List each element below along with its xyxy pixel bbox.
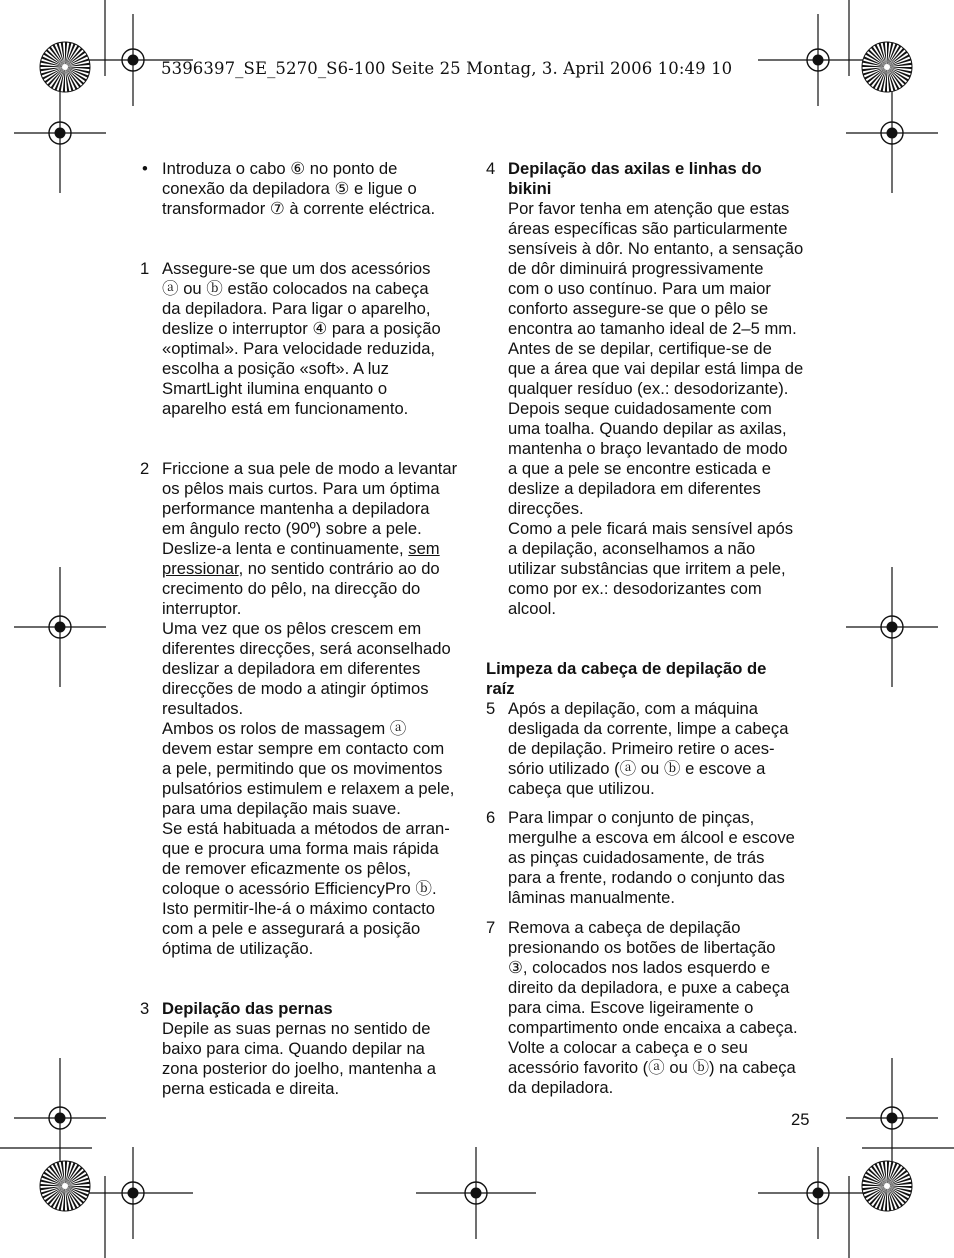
line: a que a pele se encontre esticada e	[508, 459, 771, 478]
line: deslize a depiladora em diferentes	[508, 479, 761, 498]
star-target-center	[884, 64, 890, 70]
line: mantenha o braço levantado de modo	[508, 439, 788, 458]
line: ③, colocados nos lados esquerdo e	[508, 958, 771, 977]
line: Depile as suas pernas no sentido de	[162, 1019, 431, 1038]
step-3	[140, 999, 470, 1099]
step-6	[486, 808, 818, 908]
step-4	[486, 159, 818, 619]
underlined-text: sem	[408, 539, 440, 558]
line: resultados.	[162, 699, 244, 718]
step-title: bikini	[508, 179, 552, 198]
line: utilizar substâncias que irritem a pele,	[508, 559, 786, 578]
step-number: 5	[486, 699, 496, 718]
registration-target-center	[813, 55, 824, 66]
print-header: 5396397_SE_5270_S6-100 Seite 25 Montag, 3. April 2006 10:49 10	[161, 59, 733, 78]
registration-target-center	[887, 128, 898, 139]
line: com a pele e assegurará a posição	[162, 919, 421, 938]
line: aparelho está em funcionamento.	[162, 399, 409, 418]
line: coloque o acessório EfficiencyPro ⓑ.	[162, 879, 437, 898]
line: a depilação, aconselhamos a não	[508, 539, 756, 558]
line: Antes de se depilar, certifique-se de	[508, 339, 772, 358]
line: Uma vez que os pêlos crescem em	[162, 619, 422, 638]
line: óptima de utilização.	[162, 939, 314, 958]
line: encontra ao tamanho ideal de 2–5 mm.	[508, 319, 797, 338]
line: alcool.	[508, 599, 556, 618]
line: sensíveis à dôr. No entanto, a sensação	[508, 239, 804, 258]
right-column	[486, 159, 818, 1098]
line: Para limpar o conjunto de pinças,	[508, 808, 755, 827]
registration-target-center	[55, 622, 66, 633]
line: Após a depilação, com a máquina	[508, 699, 758, 718]
line: perna esticada e direita.	[162, 1079, 340, 1098]
line: que a área que vai depilar está limpa de	[508, 359, 804, 378]
line: ⓐ ou ⓑ estão colocados na cabeça	[162, 279, 429, 298]
step-number: 4	[486, 159, 496, 178]
line: Depois seque cuidadosamente com	[508, 399, 772, 418]
line: uma toalha. Quando depilar as axilas,	[508, 419, 787, 438]
line: deslizar a depiladora em diferentes	[162, 659, 421, 678]
underlined-text: pressionar	[162, 559, 239, 578]
line: para a frente, rodando o conjunto das	[508, 868, 785, 887]
line: Por favor tenha em atenção que estas	[508, 199, 790, 218]
line: compartimento onde encaixa a cabeça.	[508, 1018, 798, 1037]
line: acessório favorito (ⓐ ou ⓑ) na cabeça	[508, 1058, 796, 1077]
line: mergulhe a escova em álcool e escove	[508, 828, 795, 847]
line: presionando os botões de libertação	[508, 938, 776, 957]
line: direito da depiladora, e puxe a cabeça	[508, 978, 790, 997]
line: a pele, permitindo que os movimentos	[162, 759, 443, 778]
star-target-center	[884, 1183, 890, 1189]
line: Volte a colocar a cabeça e o seu	[508, 1038, 748, 1057]
line: Remova a cabeça de depilação	[508, 918, 741, 937]
step-title: Depilação das axilas e linhas do	[508, 159, 762, 178]
text-run: Deslize-a lenta e continuamente,	[162, 539, 409, 558]
step-7	[486, 918, 818, 1098]
line: direcções.	[508, 499, 584, 518]
line: cabeça que utilizou.	[508, 779, 655, 798]
step-number: 2	[140, 459, 150, 478]
line: qualquer resíduo (ex.: desodorizante).	[508, 379, 789, 398]
line: desligada da corrente, limpe a cabeça	[508, 719, 789, 738]
line: escolha a posição «soft». A luz	[162, 359, 389, 378]
line: que e procura uma forma mais rápida	[162, 839, 439, 858]
text-run: , no sentido contrário ao do	[238, 559, 440, 578]
registration-target-center	[887, 1113, 898, 1124]
registration-target-center	[55, 1113, 66, 1124]
line: Introduza o cabo ⑥ no ponto de	[162, 159, 398, 178]
line: pulsatórios estimulem e relaxem a pele,	[162, 779, 455, 798]
line: lâminas manualmente.	[508, 888, 675, 907]
section-heading: raíz	[486, 679, 515, 698]
line: conexão da depiladora ⑤ e ligue o	[162, 179, 417, 198]
step-title: Depilação das pernas	[162, 999, 333, 1018]
registration-target-center	[887, 622, 898, 633]
cleaning-section-heading	[486, 659, 818, 699]
line: sório utilizado (ⓐ ou ⓑ e escove a	[508, 759, 766, 778]
step-number: 6	[486, 808, 496, 827]
line: Assegure-se que um dos acessórios	[162, 259, 431, 278]
line: da depiladora. Para ligar o aparelho,	[162, 299, 431, 318]
line: de depilação. Primeiro retire o aces-	[508, 739, 775, 758]
line: como por ex.: desodorizantes com	[508, 579, 762, 598]
line: os pêlos mais curtos. Para um óptima	[162, 479, 440, 498]
line	[162, 539, 470, 559]
line: deslize o interruptor ④ para a posição	[162, 319, 441, 338]
bullet-icon: •	[142, 159, 148, 178]
line: Se está habituada a métodos de arran-	[162, 819, 450, 838]
line: «optimal». Para velocidade reduzida,	[162, 339, 436, 358]
line: com o uso contínuo. Para um maior	[508, 279, 771, 298]
line: conforto assegure-se que o pêlo se	[508, 299, 769, 318]
line: áreas específicas são particularmente	[508, 219, 788, 238]
step-number: 7	[486, 918, 496, 937]
line: as pinças cuidadosamente, de trás	[508, 848, 765, 867]
line: para uma depilação mais suave.	[162, 799, 401, 818]
step-1	[140, 259, 470, 419]
registration-target-center	[813, 1188, 824, 1199]
step-5	[486, 699, 818, 799]
line: da depiladora.	[508, 1078, 614, 1097]
line: em ângulo recto (90º) sobre a pele.	[162, 519, 422, 538]
registration-target-center	[471, 1188, 482, 1199]
registration-target-center	[55, 128, 66, 139]
line: direcções de modo a atingir óptimos	[162, 679, 429, 698]
page-number: 25	[791, 1110, 810, 1129]
star-target-center	[62, 64, 68, 70]
line: interruptor.	[162, 599, 242, 618]
line: performance mantenha a depiladora	[162, 499, 430, 518]
line: crecimento do pêlo, na direcção do	[162, 579, 421, 598]
line: para cima. Escove ligeiramente o	[508, 998, 754, 1017]
line: Friccione a sua pele de modo a levantar	[162, 459, 458, 478]
line: transformador ⑦ à corrente eléctrica.	[162, 199, 436, 218]
line: de dôr diminuirá progressivamente	[508, 259, 764, 278]
line: Como a pele ficará mais sensível após	[508, 519, 793, 538]
step-number: 1	[140, 259, 150, 278]
line: diferentes direcções, será aconselhado	[162, 639, 451, 658]
line	[162, 559, 470, 579]
step-2	[140, 459, 470, 959]
line: SmartLight ilumina enquanto o	[162, 379, 388, 398]
section-heading: Limpeza da cabeça de depilação de	[486, 659, 767, 678]
registration-target-center	[128, 1188, 139, 1199]
line: de remover eficazmente os pêlos,	[162, 859, 412, 878]
line: zona posterior do joelho, mantenha a	[162, 1059, 436, 1078]
bullet-item	[140, 159, 470, 219]
line: devem estar sempre em contacto com	[162, 739, 445, 758]
line: Ambos os rolos de massagem ⓐ	[162, 719, 407, 738]
line: Isto permitir-lhe-á o máximo contacto	[162, 899, 435, 918]
left-column	[140, 159, 470, 1099]
registration-target-center	[128, 55, 139, 66]
step-number: 3	[140, 999, 150, 1018]
star-target-center	[62, 1183, 68, 1189]
line: baixo para cima. Quando depilar na	[162, 1039, 425, 1058]
